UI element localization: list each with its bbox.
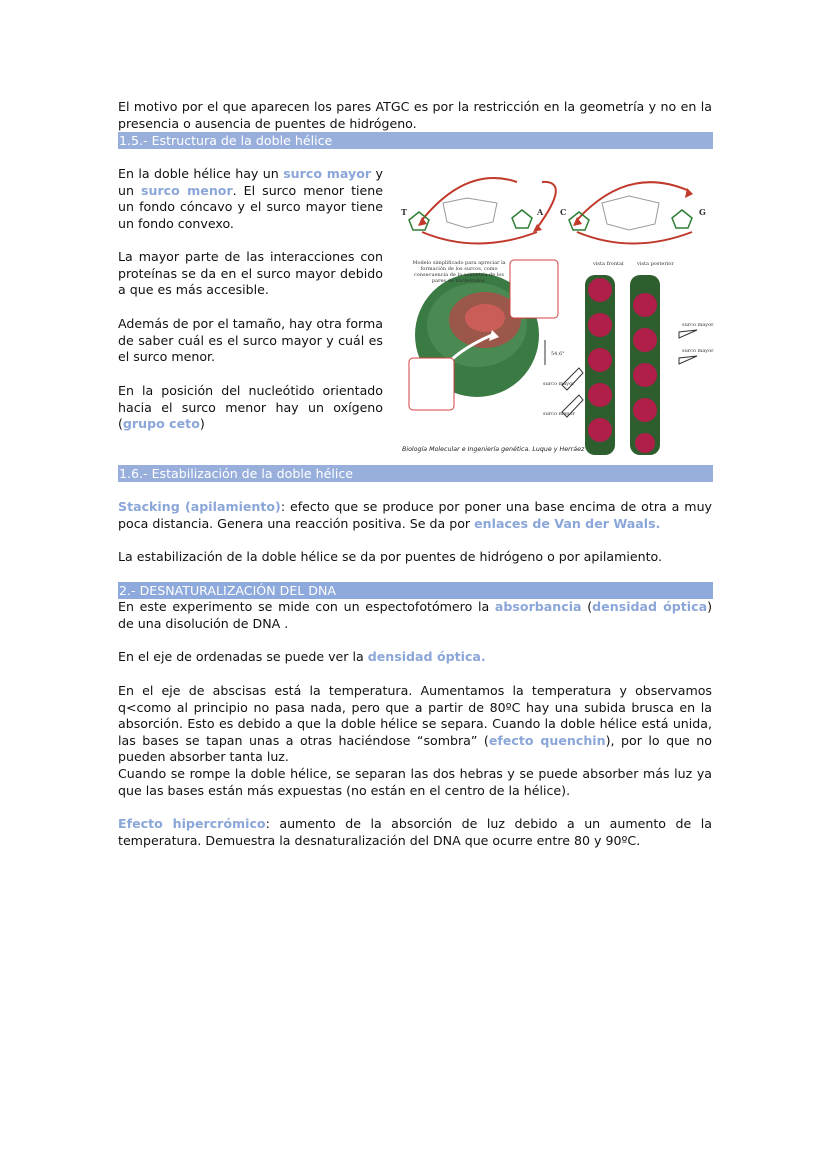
term-efecto-hipercromico: Efecto hipercrómico: [118, 816, 266, 831]
term-stacking: Stacking (apilamiento): [118, 499, 281, 514]
angle-label: 54,6°: [551, 351, 565, 357]
label-surco-menor: surco menor: [543, 411, 575, 417]
section-1-5-header: 1.5.- Estructura de la doble hélice: [118, 132, 713, 149]
term-surco-menor: surco menor: [140, 182, 233, 198]
label-surco-mayor-3: surco mayor: [543, 381, 575, 387]
intro-paragraph: El motivo por el que aparecen los pares ATGC es por la restricción en la geometría y no en la presencia o ausencia de puentes de hidrógeno.: [118, 99, 712, 131]
base-letter-a: A: [537, 207, 544, 217]
sec2-paragraph-3: En el eje de abscisas está la temperatura. Aumentamos la temperatura y observamos q<como al principio no pasa nada, pero que a partir de 80ºC hay una subida brusca en la absorción. Esto es debido a que la doble hélice se separa. Cuando la doble hélice está unida, las bases se tapan unas a otras haciéndose “sombra” (efecto quenchin), por lo que no pueden absorber tanta luz.: [118, 683, 712, 765]
label-surco-mayor-2: surco mayor: [682, 348, 714, 354]
figure-caption: Biología Molecular e Ingeniería genética. Luque y Herráez: [402, 446, 585, 453]
term-grupo-ceto: grupo ceto: [122, 416, 200, 432]
label-surco-mayor-1: surco mayor: [682, 322, 714, 328]
model-note: Modelo simplificado para apreciar la formación de los surcos, como consecuencia de la asimetría de los pares de nucleótidos.: [412, 260, 506, 284]
base-letter-c: C: [560, 207, 567, 217]
sec15-paragraph-1: En la doble hélice hay un surco mayor y un surco menor. El surco menor tiene un fondo cóncavo y el surco mayor tiene un fondo convexo.: [118, 166, 384, 231]
section-2-header: 2.- DESNATURALIZACIÓN DEL DNA: [118, 582, 713, 599]
label-vista-posterior: vista posterior: [637, 261, 674, 267]
helix-back-view: [630, 275, 660, 455]
base-letter-t: T: [401, 207, 407, 217]
sec2-paragraph-4: Cuando se rompe la doble hélice, se separan las dos hebras y se puede absorber más luz ya que las bases están más expuestas (no están en el centro de la hélice).: [118, 766, 712, 798]
term-densidad-optica-2: densidad óptica.: [367, 649, 486, 664]
dna-groove-illustration: [397, 160, 715, 460]
term-efecto-quenchin: efecto quenchin: [488, 732, 606, 748]
sec2-paragraph-5: Efecto hipercrómico: aumento de la absorción de luz debido a un aumento de la temperatura. Demuestra la desnaturalización del DNA que ocurre entre 80 y 90ºC.: [118, 816, 712, 848]
sec15-paragraph-4: En la posición del nucleótido orientado hacia el surco menor hay un oxígeno (grupo ceto): [118, 383, 383, 432]
term-van-der-waals: enlaces de Van der Waals.: [474, 515, 661, 531]
helix-front-view: [585, 275, 615, 455]
term-absorbancia: absorbancia: [494, 599, 582, 614]
sec15-paragraph-3: Además de por el tamaño, hay otra forma de saber cuál es el surco mayor y cuál es el surco menor.: [118, 316, 383, 365]
sec15-paragraph-2: La mayor parte de las interacciones con proteínas se da en el surco mayor debido a que es más accesible.: [118, 249, 383, 298]
section-1-6-header: 1.6.- Estabilización de la doble hélice: [118, 465, 713, 482]
sec2-paragraph-1: En este experimento se mide con un espectofotómero la absorbancia (densidad óptica) de una disolución de DNA .: [118, 599, 713, 631]
dna-groove-figure: [397, 160, 715, 460]
base-letter-g: G: [699, 207, 706, 217]
sec2-paragraph-2: En el eje de ordenadas se puede ver la densidad óptica.: [118, 649, 486, 664]
sec16-paragraph-2: La estabilización de la doble hélice se da por puentes de hidrógeno o por apilamiento.: [118, 549, 663, 564]
term-surco-mayor: surco mayor: [283, 166, 372, 181]
label-vista-frontal: vista frontal: [593, 261, 624, 267]
term-densidad-optica: densidad óptica: [592, 599, 708, 614]
sec16-paragraph-1: Stacking (apilamiento): efecto que se produce por poner una base encima de otra a muy poca distancia. Genera una reacción positiva. Se da por enlaces de Van der Waals.: [118, 499, 713, 531]
